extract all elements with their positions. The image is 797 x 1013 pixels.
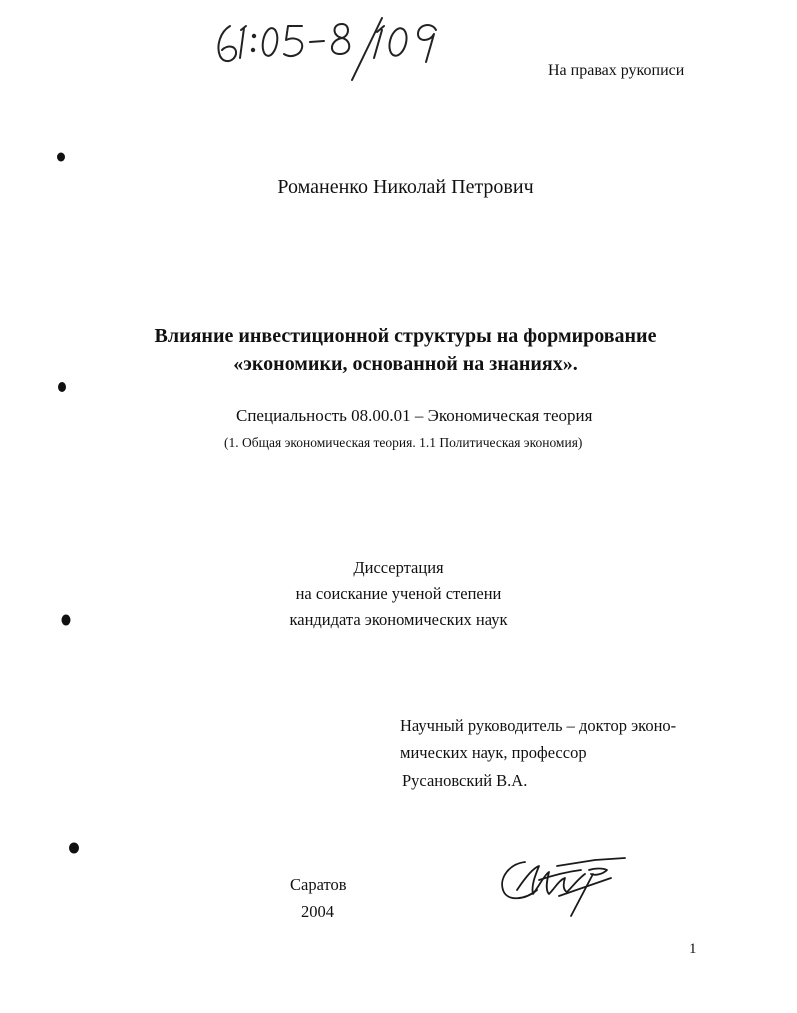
- supervisor-line-2: мических наук, профессор: [400, 743, 587, 762]
- degree-field: кандидата экономических наук: [289, 610, 508, 629]
- city: Саратов: [290, 875, 347, 894]
- degree-type: Диссертация: [353, 558, 444, 577]
- scan-speck: [54, 150, 68, 164]
- supervisor-line-1: Научный руководитель – доктор эконо-: [400, 716, 677, 735]
- specialty-line: Специальность 08.00.01 – Экономическая теория: [236, 406, 593, 425]
- dissertation-title: [0, 322, 797, 378]
- author-name: Романенко Николай Петрович: [277, 176, 534, 198]
- specialty-subline: (1. Общая экономическая теория. 1.1 Политическая экономия): [224, 435, 583, 450]
- scan-speck: [55, 380, 69, 394]
- handwritten-archive-code: [214, 16, 446, 82]
- scan-speck: [59, 612, 73, 628]
- document-status-label: На правах рукописи: [548, 62, 685, 79]
- year: 2004: [301, 902, 334, 921]
- scan-speck: [66, 840, 82, 856]
- title-line-2: «экономики, основанной на знаниях».: [233, 353, 578, 375]
- signature: [495, 850, 630, 920]
- supervisor-name: Русановский В.А.: [402, 771, 528, 790]
- page-number: 1: [689, 941, 697, 957]
- degree-purpose: на соискание ученой степени: [295, 584, 502, 603]
- title-line-1: Влияние инвестиционной структуры на формирование: [154, 325, 657, 347]
